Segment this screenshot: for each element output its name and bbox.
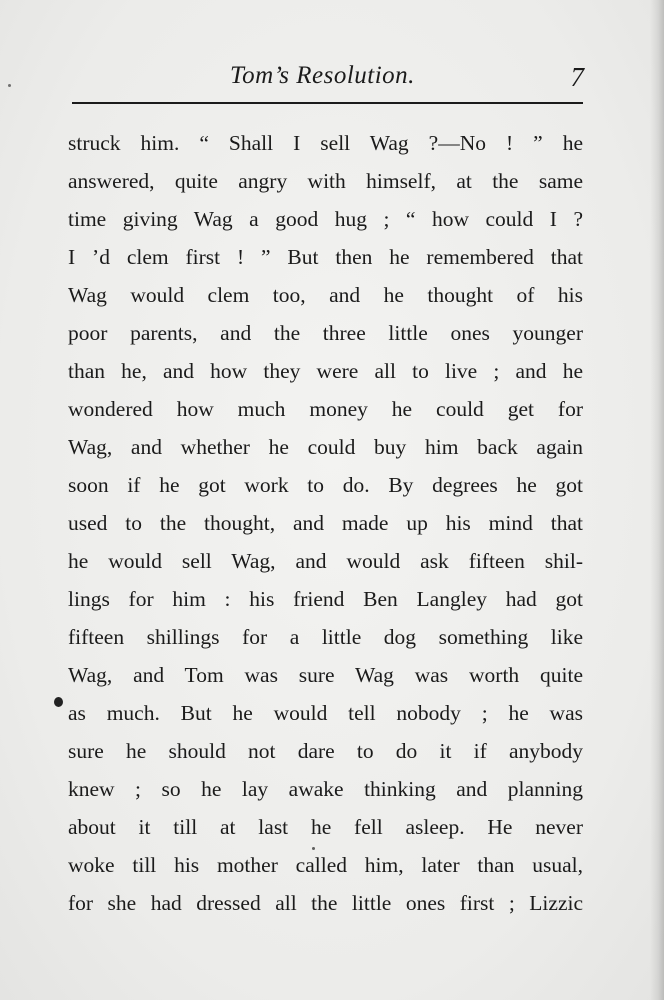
text-line: woke till his mother called him, later than usual, [68,853,583,877]
text-line: fifteen shillings for a little dog something like [68,625,583,649]
page-number: 7 [570,62,584,92]
text-line: soon if he got work to do. By degrees he got [68,473,583,497]
text-line: sure he should not dare to do it if anybody [68,739,583,763]
text-line: he would sell Wag, and would ask fifteen shil- [68,549,583,573]
ink-speck [8,84,11,87]
text-line: lings for him : his friend Ben Langley had got [68,587,583,611]
text-line: time giving Wag a good hug ; “ how could I ? [68,207,583,231]
text-line: for she had dressed all the little ones first ; Lizzic [68,891,583,915]
running-title: Tom’s Resolution. [230,62,415,89]
text-line: knew ; so he lay awake thinking and planning [68,777,583,801]
ink-speck [312,847,315,850]
body-text [68,124,583,922]
text-line: used to the thought, and made up his mind that [68,511,583,535]
text-line: Wag, and Tom was sure Wag was worth quite [68,663,583,687]
ink-speck [54,697,63,707]
running-head [72,62,584,102]
text-line: Wag would clem too, and he thought of his [68,283,583,307]
text-line: answered, quite angry with himself, at the same [68,169,583,193]
text-line: struck him. “ Shall I sell Wag ?—No ! ” he [68,131,583,155]
header-rule [72,102,583,104]
page-edge-shadow [650,0,664,1000]
text-line: about it till at last he fell asleep. He never [68,815,583,839]
text-line: as much. But he would tell nobody ; he was [68,701,583,725]
text-line: wondered how much money he could get for [68,397,583,421]
text-line: poor parents, and the three little ones younger [68,321,583,345]
text-line: I ’d clem first ! ” But then he remembered that [68,245,583,269]
text-line: than he, and how they were all to live ; and he [68,359,583,383]
text-line: Wag, and whether he could buy him back again [68,435,583,459]
